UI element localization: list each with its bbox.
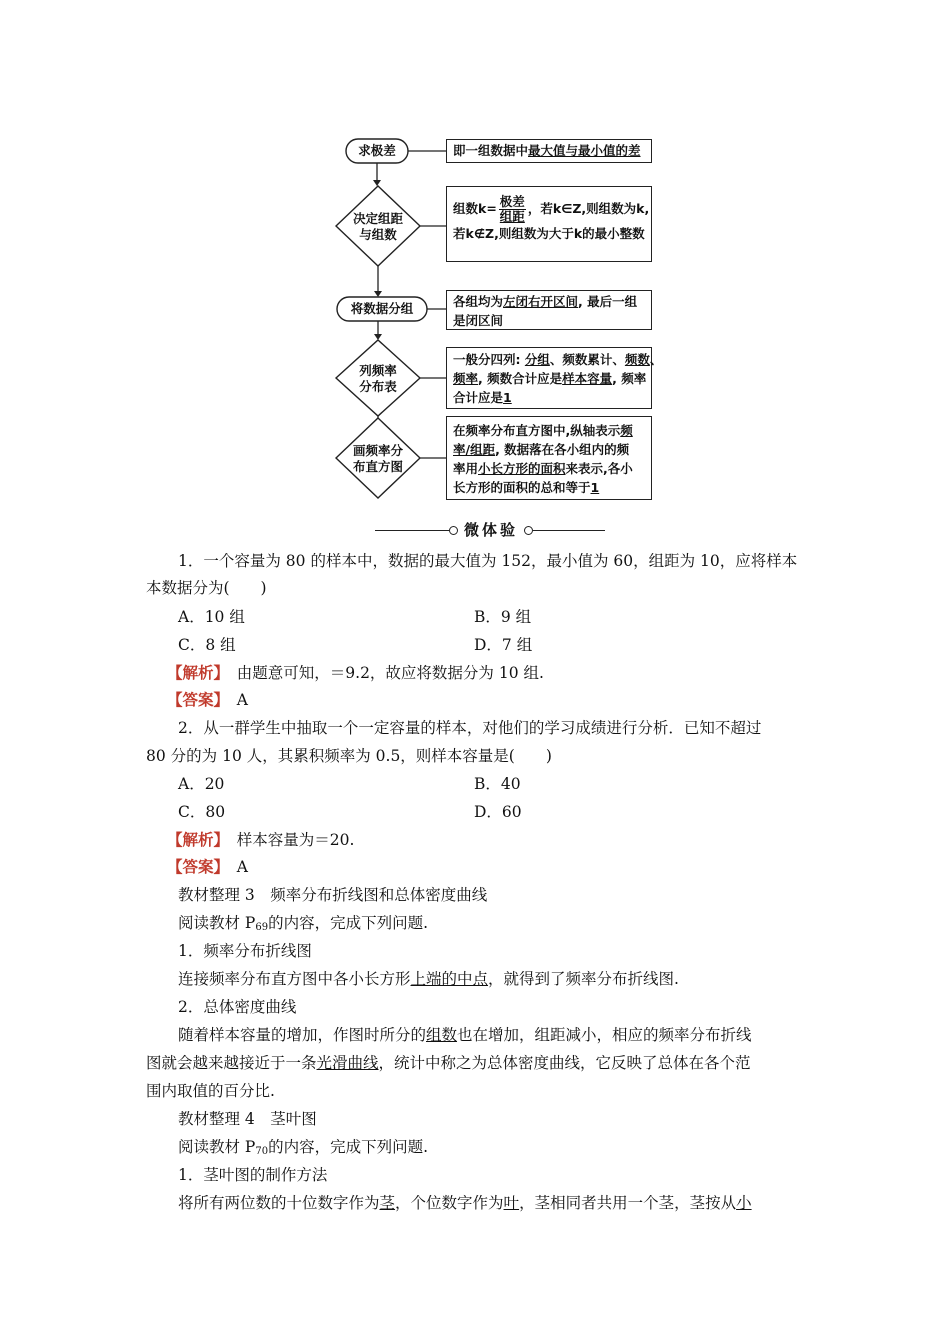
s4-para-1: 将所有两位数的十位数字作为茎，个位数字作为叶，茎相同者共用一个茎，茎按从小 [178,1194,752,1212]
step-table-label: 列频率 分布表 [359,363,397,394]
q2-line1: 2．从一群学生中抽取一个一定容量的样本，对他们的学习成绩进行分析．已知不超过 [178,719,762,737]
note-split: 各组均为左闭右开区间, 最后一组 是闭区间 [446,290,652,330]
s3-title: 教材整理 3 频率分布折线图和总体密度曲线 [178,886,488,904]
s3-para-2-line3: 围内取值的百分比. [146,1082,275,1100]
q2-option-a: A．20 [178,775,225,793]
s4-title: 教材整理 4 茎叶图 [178,1110,317,1128]
answer-tag: 【答案】 [167,690,222,709]
note-groups: 组数k= $\frac{\text{极差}}{\text{组距}}$ ，若k∈Z,则组数为k, 若k∉Z,则组数为大于k的最小整数 [446,186,652,262]
q2-option-c: C．80 [178,803,226,821]
s3-para-2-line2: 图就会越来越接近于一条光滑曲线，统计中称之为总体密度曲线，它反映了总体在各个范 [146,1054,751,1072]
q1-line1: 1．一个容量为 80 的样本中，数据的最大值为 152，最小值为 60，组距为 10，应将样本 [178,552,798,570]
q1-option-a: A．10 组 [178,608,245,626]
step-range-label: 求极差 [358,143,396,158]
q2-line2: 80 分的为 10 人，其累积频率为 0.5，则样本容量是( ) [146,747,552,765]
s3-read: 阅读教材 $P_{69}$的内容，完成下列问题. [178,914,429,933]
s3-para-1: 连接频率分布直方图中各小长方形上端的中点，就得到了频率分布折线图. [178,970,679,988]
q2-option-b: B．40 [474,775,521,793]
q1-line2: 本数据分为( ) [146,579,267,597]
step-hist-label: 画频率分 布直方图 [352,443,403,474]
q1-option-d: D．7 组 [474,636,533,654]
analysis-tag: 【解析】 [167,663,222,682]
q1-option-c: C．8 组 [178,636,236,654]
step-split-label: 将数据分组 [350,301,414,316]
note-hist: 在频率分布直方图中,纵轴表示频 率/组距, 数据落在各小组内的频 率用小长方形的面积来表示,各小 长方形的面积的总和等于1 [446,416,652,500]
q2-answer: 【答案】 A [167,857,248,876]
s3-heading-2: 2．总体密度曲线 [178,998,297,1016]
q1-option-b: B．9 组 [474,608,532,626]
note-range: 即一组数据中最大值与最小值的差 [446,139,652,163]
step-groups-label: 决定组距 与组数 [352,211,403,242]
q1-answer: 【答案】 A [167,690,248,709]
q2-option-d: D．60 [474,803,522,821]
q2-analysis: 【解析】 样本容量为＝20. [167,830,355,849]
q1-analysis: 【解析】 由题意可知，＝9.2，故应将数据分为 10 组. [167,663,544,682]
note-table: 一般分四列: 分组、频数累计、频数、 频率, 频数合计应是样本容量, 频率 合计应是1 [446,347,652,409]
section-title: 微体验 [463,521,518,539]
s3-heading-1: 1．频率分布折线图 [178,942,312,960]
s3-para-2-line1: 随着样本容量的增加，作图时所分的组数也在增加，组距减小，相应的频率分布折线 [178,1026,752,1044]
analysis-tag: 【解析】 [167,830,222,849]
s4-heading-1: 1．茎叶图的制作方法 [178,1166,328,1184]
flowchart [0,0,950,520]
section-heading [375,518,605,542]
s4-read: 阅读教材 $P_{70}$的内容，完成下列问题. [178,1138,429,1157]
answer-tag: 【答案】 [167,857,222,876]
